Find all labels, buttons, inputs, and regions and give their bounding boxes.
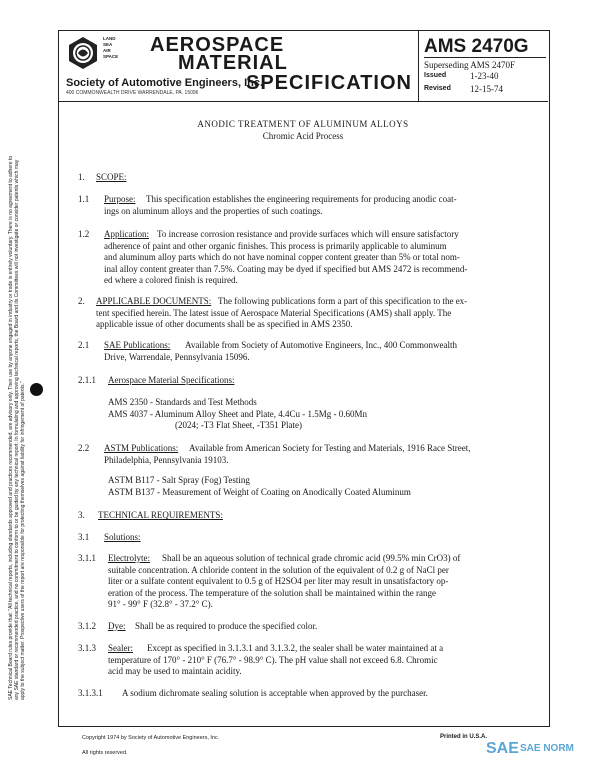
- section-line: inal alloy content greater than 7.5%. Coating may be dyed if specified but AMS 2472 is recommend-: [104, 263, 468, 274]
- section-number: 1.2: [78, 229, 90, 239]
- reference-line: AMS 2350 - Standards and Test Methods: [108, 397, 257, 407]
- section-line: tent specified herein. The latest issue of Aerospace Material Specifications (AMS) shall apply. The: [96, 307, 452, 318]
- section-title: ASTM Publications:: [104, 443, 179, 453]
- section-title: APPLICABLE DOCUMENTS:: [96, 296, 212, 306]
- header-vertical-divider: [418, 30, 419, 101]
- section-line: ed where a colored finish is required.: [104, 275, 238, 285]
- section-line: Available from Society of Automotive Engineers, Inc., 400 Commonwealth: [185, 340, 458, 350]
- section-title: Sealer:: [108, 643, 133, 653]
- section-title: SAE Publications:: [104, 340, 171, 350]
- section-number: 2.1.1: [78, 375, 96, 385]
- reference-line: ASTM B117 - Salt Spray (Fog) Testing: [108, 475, 250, 485]
- header-title-line2: MATERIAL: [178, 52, 288, 74]
- document-title: ANODIC TREATMENT OF ALUMINUM ALLOYS: [197, 119, 409, 129]
- section-line: Drive, Warrendale, Pennsylvania 15096.: [104, 351, 250, 362]
- document-subtitle: Chromic Acid Process: [262, 131, 344, 141]
- logo-line: LAND: [103, 36, 116, 41]
- logo-caption: [103, 36, 118, 60]
- section-title: SCOPE:: [96, 172, 127, 182]
- section-number: 2.: [78, 296, 85, 306]
- section-line: suitable concentration. A chloride content in the solution of the equivalent of 0.2 g of NaCl per: [108, 564, 449, 575]
- logo-line: SEA: [103, 42, 113, 47]
- sidebar-disclaimer: [8, 150, 32, 700]
- watermark-text: SAE NORM: [520, 743, 574, 754]
- revised-date: 12-15-74: [470, 84, 503, 94]
- section-line: acid may be used to maintain acidity.: [108, 666, 242, 676]
- section-number: 3.1.2: [78, 621, 96, 631]
- section-title: Application:: [104, 229, 149, 239]
- ams-number: AMS 2470G: [424, 36, 529, 57]
- section-title: Aerospace Material Specifications:: [108, 375, 235, 385]
- section-line: This specification establishes the engineering requirements for producing anodic coat-: [146, 194, 457, 204]
- section-number: 2.1: [78, 340, 90, 350]
- section-line: and aluminum alloy parts which do not have nominal copper content greater than 5% or total nom-: [104, 252, 460, 262]
- section-title: Purpose:: [104, 194, 136, 204]
- section-line: Available from American Society for Testing and Materials, 1916 Race Street,: [189, 443, 471, 453]
- section-line: eration of the process. The temperature of the solution shall be maintained within the range: [108, 587, 436, 598]
- section-number: 3.1.3: [78, 643, 96, 653]
- section-title: Solutions:: [104, 532, 141, 542]
- revised-label: Revised: [424, 85, 451, 92]
- society-address: 400 COMMONWEALTH DRIVE WARRENDALE, PA. 15096: [66, 90, 199, 96]
- section-line: liter or a sulfate content equivalent to 0.5 g of H2SO4 per liter may result in unsatisfactory op-: [108, 576, 449, 586]
- section-line: Except as specified in 3.1.3.1 and 3.1.3.2, the sealer shall be water maintained at a: [147, 643, 444, 653]
- section-number: 3.1.3.1: [78, 688, 103, 698]
- reference-line: (2024; -T3 Flat Sheet, -T351 Plate): [175, 420, 302, 430]
- section-number: 3.1.1: [78, 553, 96, 563]
- header-divider: [58, 101, 548, 102]
- section-title: Electrolyte:: [108, 553, 150, 563]
- section-line: adherence of paint and other organic finishes. This process is primarily applicable to aluminum: [104, 240, 447, 251]
- section-line: 91° - 99° F (32.8° - 37.2° C).: [108, 599, 213, 609]
- section-line: A sodium dichromate sealing solution is acceptable when approved by the purchaser.: [122, 688, 428, 698]
- reference-line: ASTM B137 - Measurement of Weight of Coating on Anodically Coated Aluminum: [108, 486, 411, 497]
- margin-dot: [30, 383, 43, 396]
- footer-copyright: Copyright 1974 by Society of Automotive Engineers, Inc.: [82, 735, 220, 741]
- section-line: Shall be an aqueous solution of technical grade chromic acid (99.5% min CrO3) of: [162, 553, 461, 563]
- section-line: Philadelphia, Pennsylvania 19103.: [104, 454, 229, 465]
- section-number: 3.1: [78, 532, 90, 542]
- logo-line: AIR: [103, 48, 111, 53]
- section-number: 2.2: [78, 443, 90, 453]
- footer-rights: All rights reserved.: [82, 750, 128, 756]
- header-title-line3: SPECIFICATION: [246, 72, 412, 94]
- section-line: applicable issue of other documents shall be as specified in AMS 2350.: [96, 319, 353, 329]
- section-number: 3.: [78, 510, 85, 520]
- section-line: To increase corrosion resistance and provide surfaces which will ensure satisfactory: [157, 229, 459, 239]
- sae-logo-icon: [66, 36, 100, 70]
- supersedes-note: Superseding AMS 2470F: [424, 57, 546, 70]
- section-line: Shall be as required to produce the specified color.: [135, 621, 318, 631]
- header-title-line1: AEROSPACE: [150, 34, 285, 56]
- section-number: 1.: [78, 172, 85, 182]
- section-title: Dye:: [108, 621, 126, 631]
- logo-line: SPACE: [103, 54, 119, 59]
- issued-label: Issued: [424, 72, 447, 79]
- section-title: TECHNICAL REQUIREMENTS:: [98, 510, 223, 520]
- section-line: temperature of 170° - 210° F (76.7° - 98.9° C). The pH value shall not exceed 6.8. Chromic: [108, 654, 438, 665]
- footer-printed: Printed in U.S.A.: [440, 734, 488, 740]
- sidebar-disclaimer-text: SAE Technical Board rules provide that: "All technical reports, including standards approved and practices recommended, are advisory only. Their use by anyone engaged in industry or trade is entirely voluntary. There is no agreement to adhere to any SAE standard or recommended practice, and no commitment to conform to or be guided by any technical report. In formulating and approving technical reports, the Board and its Committees will not investigate or consider patents which may apply to the subject matter. Prospective users of the report are responsible for protecting themselves against liability for infringement of patents.": [8, 155, 26, 700]
- watermark-logo: SAE: [486, 740, 519, 757]
- section-number: 1.1: [78, 194, 90, 204]
- section-line: ings on aluminum alloys and the properties of such coatings.: [104, 205, 323, 216]
- section-line: The following publications form a part of this specification to the ex-: [218, 296, 468, 306]
- reference-line: AMS 4037 - Aluminum Alloy Sheet and Plate, 4.4Cu - 1.5Mg - 0.60Mn: [108, 408, 368, 419]
- society-name: Society of Automotive Engineers, Inc.: [66, 77, 264, 89]
- issued-date: 1-23-40: [470, 71, 499, 81]
